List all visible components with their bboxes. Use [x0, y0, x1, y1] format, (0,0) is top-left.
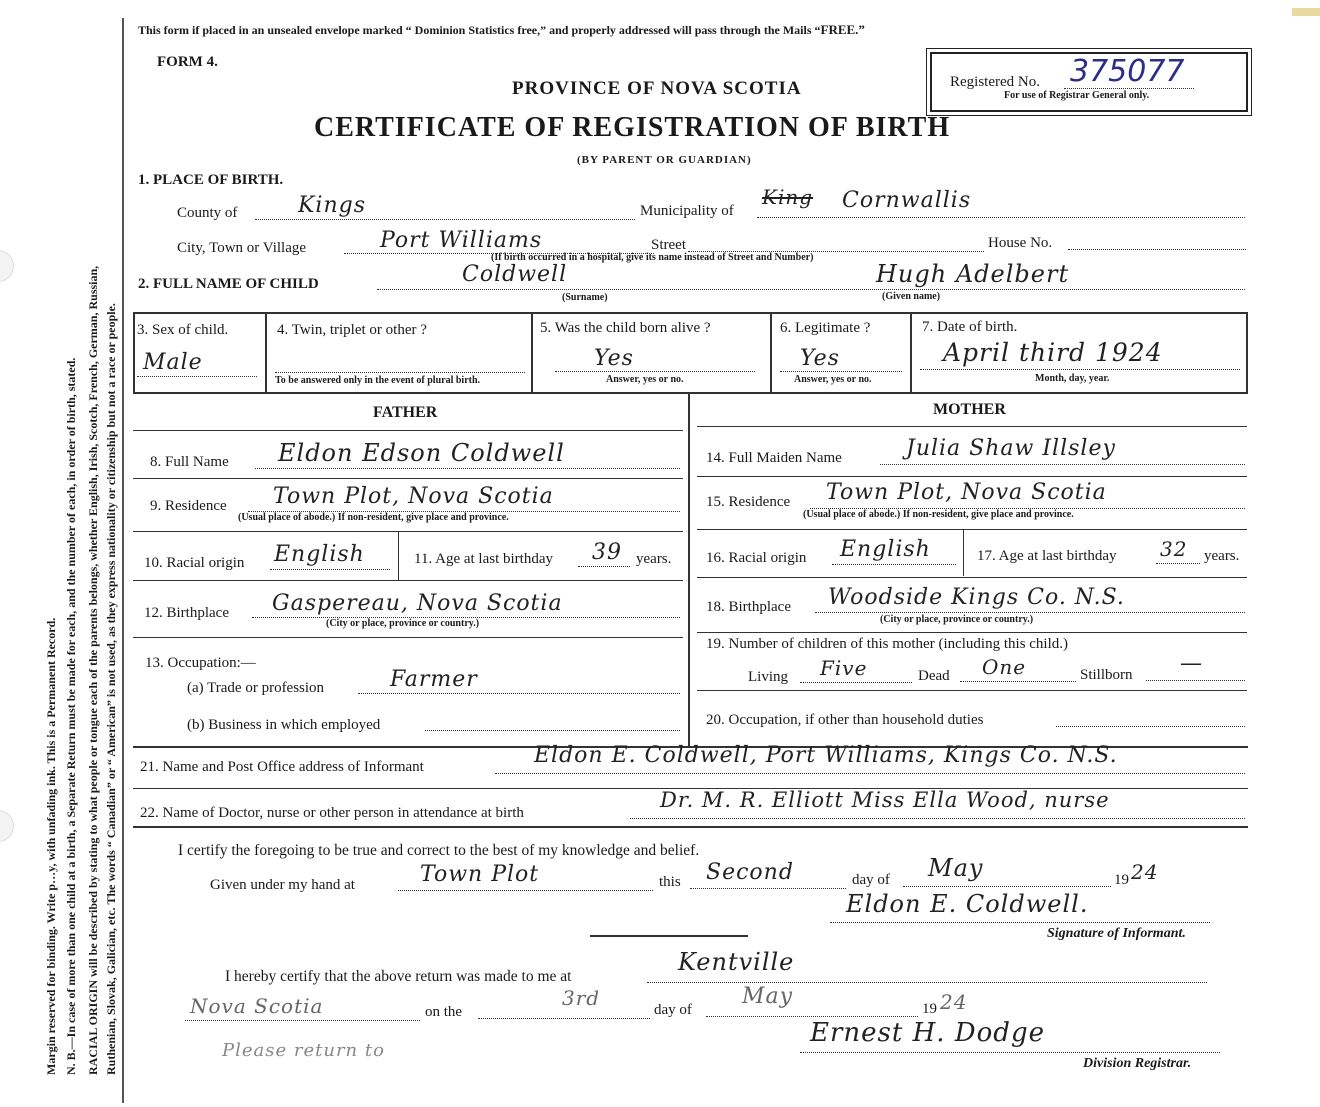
- city-label: City, Town or Village: [177, 240, 307, 256]
- father-years-label: years.: [636, 551, 672, 567]
- document-title: CERTIFICATE OF REGISTRATION OF BIRTH: [314, 112, 951, 143]
- father-age-value: 39: [592, 540, 622, 565]
- dob-value: April third 1924: [943, 338, 1163, 367]
- father-birthplace-label: 12. Birthplace: [144, 605, 229, 621]
- rule: [688, 394, 690, 746]
- registrar-year-prefix: 19: [922, 1001, 937, 1017]
- given-under-label: Given under my hand at: [210, 877, 355, 893]
- registrar-dayof-label: day of: [654, 1002, 692, 1018]
- sex-label: 3. Sex of child.: [137, 322, 229, 338]
- mother-residence-label: 15. Residence: [706, 494, 791, 510]
- surname-caption: (Surname): [562, 292, 608, 303]
- registrar-day-value: 3rd: [562, 986, 601, 1010]
- registrar-year-value: 24: [940, 990, 968, 1014]
- mother-name-value: Julia Shaw Illsley: [906, 436, 1116, 461]
- father-name-label: 8. Full Name: [150, 454, 229, 470]
- alive-value: Yes: [594, 346, 634, 371]
- registered-number: 375077: [1070, 54, 1185, 89]
- hospital-note: (If birth occurred in a hospital, give its name instead of Street and Number): [491, 252, 814, 263]
- divider: [590, 935, 748, 937]
- legitimate-answer-note: Answer, yes or no.: [794, 374, 872, 385]
- certify-statement: I certify the foregoing to be true and correct to the best of my knowledge and belief.: [178, 842, 700, 859]
- this-label: this: [659, 874, 681, 890]
- on-the-label: on the: [425, 1004, 463, 1020]
- municipality-value: Cornwallis: [842, 188, 972, 213]
- place-of-birth-label: 1. PLACE OF BIRTH.: [138, 172, 284, 188]
- informant-signature: Eldon E. Coldwell.: [846, 890, 1089, 918]
- signature-informant-caption: Signature of Informant.: [1047, 926, 1186, 941]
- father-race-value: English: [274, 542, 365, 567]
- registered-label: Registered No.: [950, 74, 1040, 90]
- registrar-signature: Ernest H. Dodge: [810, 1018, 1045, 1048]
- rule: [1246, 312, 1248, 394]
- father-birthplace-note: (City or place, province or country.): [326, 618, 480, 629]
- father-birthplace-value: Gaspereau, Nova Scotia: [272, 591, 563, 616]
- rule: [133, 826, 1248, 828]
- dead-label: Dead: [918, 668, 950, 684]
- margin-note-binding: Margin reserved for binding. Write p…y, with unfading ink. This is a Permanent Record.: [44, 617, 58, 1075]
- father-business-label: (b) Business in which employed: [187, 717, 381, 733]
- legitimate-label: 6. Legitimate ?: [780, 320, 871, 336]
- mother-age-label: 17. Age at last birthday: [977, 548, 1117, 564]
- father-residence-value: Town Plot, Nova Scotia: [273, 484, 554, 509]
- division-registrar-caption: Division Registrar.: [1083, 1056, 1192, 1071]
- mother-children-label: 19. Number of children of this mother (including this child.): [706, 636, 1069, 652]
- mother-race-value: English: [840, 537, 931, 562]
- rule: [133, 430, 683, 431]
- rule: [697, 426, 1247, 427]
- rule: [133, 312, 1248, 314]
- given-day-value: Second: [706, 860, 794, 885]
- municipality-struck: King: [762, 185, 814, 209]
- dayof-label: day of: [852, 872, 890, 888]
- father-trade-value: Farmer: [390, 667, 478, 692]
- doctor-value: Dr. M. R. Elliott Miss Ella Wood, nurse: [660, 788, 1110, 812]
- municipality-label: Municipality of: [640, 203, 734, 219]
- form-number: FORM 4.: [157, 54, 218, 70]
- rule: [265, 312, 267, 394]
- mail-notice: This form if placed in an unsealed envelope marked “ Dominion Statistics free,” and properly addressed will pass through the Mails “FREE.”: [138, 22, 865, 37]
- margin-note-racial-2: Ruthenian, Slovak, Galician, etc. The words “ Canadian” or “ American” is not used, as they express nationality or citizenship but not a race or people.: [104, 303, 118, 1075]
- informant-label: 21. Name and Post Office address of Informant: [140, 759, 424, 775]
- father-trade-label: (a) Trade or profession: [187, 680, 325, 696]
- given-year-value: 24: [1131, 860, 1159, 884]
- dob-label: 7. Date of birth.: [922, 319, 1018, 335]
- dob-note: Month, day, year.: [1035, 373, 1110, 384]
- informant-value: Eldon E. Coldwell, Port Williams, Kings Co. N.S.: [534, 743, 1118, 768]
- alive-label: 5. Was the child born alive ?: [540, 320, 711, 336]
- doctor-label: 22. Name of Doctor, nurse or other person in attendance at birth: [140, 805, 524, 821]
- child-name-label: 2. FULL NAME OF CHILD: [138, 276, 319, 292]
- child-surname: Coldwell: [462, 262, 568, 287]
- registrar-place-value: Kentville: [678, 948, 795, 976]
- living-value: Five: [820, 656, 868, 680]
- rule: [133, 392, 1248, 394]
- registration-box: [930, 52, 1248, 112]
- stillborn-label: Stillborn: [1080, 667, 1133, 683]
- given-place-value: Town Plot: [420, 862, 540, 887]
- return-note: Please return to: [222, 1040, 385, 1061]
- mother-race-label: 16. Racial origin: [706, 550, 807, 566]
- father-race-label: 10. Racial origin: [144, 555, 245, 571]
- living-label: Living: [748, 669, 788, 685]
- father-name-value: Eldon Edson Coldwell: [278, 439, 565, 467]
- binding-hole: [0, 810, 14, 842]
- father-age-label: 11. Age at last birthday: [414, 551, 553, 567]
- rule: [133, 312, 135, 394]
- rule: [910, 312, 912, 394]
- dead-value: One: [982, 655, 1027, 679]
- child-given-name: Hugh Adelbert: [876, 260, 1070, 288]
- twin-note: To be answered only in the event of plural birth.: [275, 375, 481, 386]
- registrar-place-province: Nova Scotia: [190, 994, 324, 1018]
- county-label: County of: [177, 205, 238, 221]
- registrar-note: For use of Registrar General only.: [1004, 90, 1150, 101]
- alive-answer-note: Answer, yes or no.: [606, 374, 684, 385]
- father-heading: FATHER: [373, 404, 438, 421]
- province-heading: PROVINCE OF NOVA SCOTIA: [512, 78, 802, 99]
- mother-birthplace-note: (City or place, province or country.): [880, 614, 1034, 625]
- registrar-statement: I hereby certify that the above return was made to me at: [225, 968, 572, 985]
- mother-heading: MOTHER: [933, 401, 1006, 418]
- mother-occupation-label: 20. Occupation, if other than household duties: [706, 712, 984, 728]
- binding-hole: [0, 250, 14, 282]
- mother-residence-value: Town Plot, Nova Scotia: [826, 480, 1107, 505]
- mother-birthplace-value: Woodside Kings Co. N.S.: [828, 585, 1125, 610]
- mother-birthplace-label: 18. Birthplace: [706, 599, 791, 615]
- margin-note-racial: RACIAL ORIGIN will be described by stating to what people or tongue each of the parents belongs, whether English, Irish, Scotch, French, German, Russian,: [86, 265, 100, 1075]
- mother-age-value: 32: [1160, 537, 1188, 561]
- legitimate-value: Yes: [800, 346, 840, 371]
- mother-years-label: years.: [1204, 548, 1240, 564]
- rule: [770, 312, 772, 394]
- given-name-caption: (Given name): [882, 291, 941, 302]
- tape-mark: [1292, 8, 1320, 16]
- father-residence-label: 9. Residence: [150, 498, 227, 514]
- given-month-value: May: [928, 854, 984, 882]
- father-abode-note: (Usual place of abode.) If non-resident, give place and province.: [238, 512, 509, 523]
- sex-value: Male: [143, 350, 203, 375]
- stillborn-value: —: [1180, 651, 1203, 676]
- mother-abode-note: (Usual place of abode.) If non-resident, give place and province.: [803, 509, 1074, 520]
- father-occupation-label: 13. Occupation:—: [145, 655, 256, 671]
- house-label: House No.: [988, 235, 1053, 251]
- twin-label: 4. Twin, triplet or other ?: [277, 322, 427, 338]
- county-value: Kings: [298, 193, 367, 218]
- mother-name-label: 14. Full Maiden Name: [706, 450, 842, 466]
- city-value: Port Williams: [380, 228, 543, 253]
- document-subtitle: (BY PARENT OR GUARDIAN): [577, 154, 752, 166]
- registrar-month-value: May: [742, 984, 794, 1009]
- rule: [531, 312, 533, 394]
- margin-note-nb: N. B.—In case of more than one child at a birth, a Separate Return must be made for each, and the number of each, in order of birth, stated.: [64, 357, 78, 1075]
- left-page-border: [122, 18, 124, 1103]
- year-prefix: 19: [1114, 872, 1129, 888]
- street-label: Street: [651, 237, 686, 253]
